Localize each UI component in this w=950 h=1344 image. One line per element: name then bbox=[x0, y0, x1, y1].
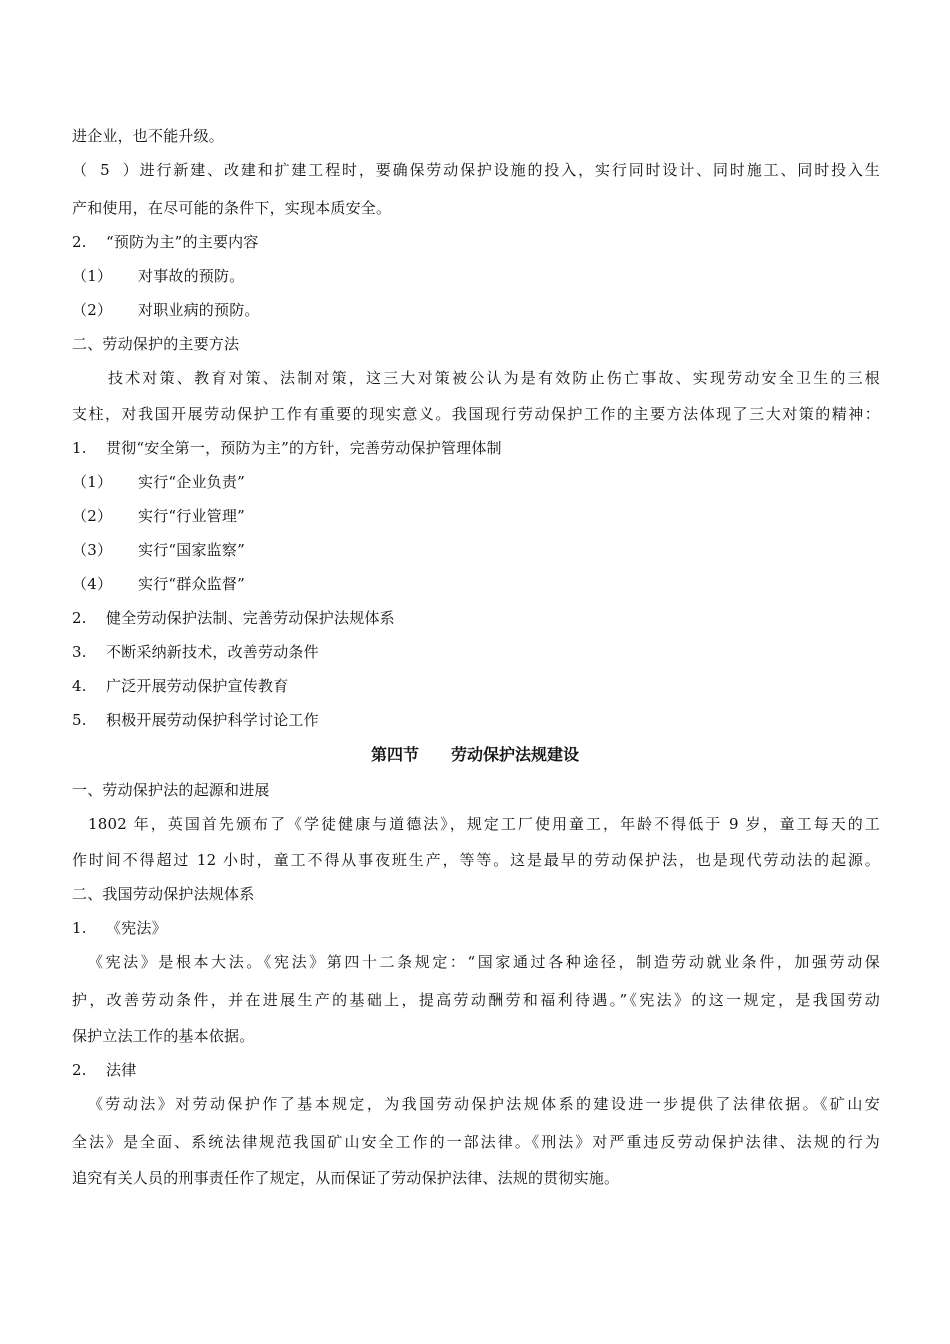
list-item bbox=[72, 710, 880, 730]
list-text: 健全劳动保护法制、完善劳动保护法规体系 bbox=[106, 609, 395, 627]
list-item bbox=[72, 608, 880, 628]
section-heading: 二、我国劳动保护法规体系 bbox=[72, 885, 255, 903]
list-item bbox=[72, 160, 880, 180]
list-number: 4. bbox=[72, 677, 87, 695]
list-item bbox=[72, 1060, 880, 1080]
list-number: 1. bbox=[72, 439, 87, 457]
paragraph-line: 支柱，对我国开展劳动保护工作有重要的现实意义。我国现行劳动保护工作的主要方法体现了三大对策的精神： bbox=[72, 405, 880, 423]
list-item bbox=[72, 232, 880, 252]
paragraph-line: 技术对策、教育对策、法制对策，这三大对策被公认为是有效防止伤亡事故、实现劳动安全卫生的三根 bbox=[108, 369, 880, 387]
list-number: （5） bbox=[72, 161, 138, 179]
list-number: 2. bbox=[72, 233, 87, 251]
list-item bbox=[72, 266, 880, 286]
paragraph-line: 《宪法》是根本大法。《宪法》第四十二条规定：“国家通过各种途径，制造劳动就业条件，加强劳动保 bbox=[88, 953, 880, 971]
list-number: （1） bbox=[72, 473, 113, 491]
list-number: 2. bbox=[72, 1061, 87, 1079]
section-heading: 二、劳动保护的主要方法 bbox=[72, 335, 240, 353]
list-item bbox=[72, 300, 880, 320]
list-item bbox=[72, 918, 880, 938]
paragraph-line: 追究有关人员的刑事责任作了规定，从而保证了劳动保护法律、法规的贯彻实施。 bbox=[72, 1169, 620, 1187]
paragraph-line: 作时间不得超过 12 小时，童工不得从事夜班生产，等等。这是最早的劳动保护法，也是现代劳动法的起源。 bbox=[72, 851, 880, 869]
list-item bbox=[72, 574, 880, 594]
list-text: 对事故的预防。 bbox=[138, 267, 245, 285]
paragraph-line: 护，改善劳动条件，并在进展生产的基础上，提高劳动酬劳和福利待遇。”《宪法》的这一规定，是我国劳动 bbox=[72, 991, 880, 1009]
paragraph-line: 进企业，也不能升级。 bbox=[72, 127, 225, 145]
paragraph-line: 产和使用，在尽可能的条件下，实现本质安全。 bbox=[72, 199, 392, 217]
list-text: 法律 bbox=[106, 1061, 137, 1079]
list-number: 1. bbox=[72, 919, 87, 937]
list-text: 积极开展劳动保护科学讨论工作 bbox=[106, 711, 319, 729]
paragraph-line: 1802 年，英国首先颁布了《学徒健康与道德法》，规定工厂使用童工，年龄不得低于 9 岁，童工每天的工 bbox=[88, 815, 880, 833]
paragraph-line: 《劳动法》对劳动保护作了基本规定，为我国劳动保护法规体系的建设进一步提供了法律依据。《矿山安 bbox=[88, 1095, 880, 1113]
list-text: 广泛开展劳动保护宣传教育 bbox=[106, 677, 289, 695]
section-title: 第四节 劳动保护法规建设 bbox=[370, 745, 579, 764]
list-item bbox=[72, 506, 880, 526]
list-text: 不断采纳新技术，改善劳动条件 bbox=[106, 643, 319, 661]
list-number: 2. bbox=[72, 609, 87, 627]
list-number: （4） bbox=[72, 575, 113, 593]
list-text: 对职业病的预防。 bbox=[138, 301, 260, 319]
list-item bbox=[72, 540, 880, 560]
paragraph-line: 全法》是全面、系统法律规范我国矿山安全工作的一部法律。《刑法》对严重违反劳动保护法律、法规的行为 bbox=[72, 1133, 880, 1151]
list-item bbox=[72, 642, 880, 662]
list-text: “预防为主”的主要内容 bbox=[106, 233, 259, 251]
list-item bbox=[72, 438, 880, 458]
list-number: （3） bbox=[72, 541, 113, 559]
list-number: （2） bbox=[72, 507, 113, 525]
list-text: 实行“行业管理” bbox=[138, 507, 245, 525]
list-number: （1） bbox=[72, 267, 113, 285]
list-number: （2） bbox=[72, 301, 113, 319]
section-heading: 一、劳动保护法的起源和进展 bbox=[72, 781, 270, 799]
list-number: 3. bbox=[72, 643, 87, 661]
list-text: 贯彻“安全第一，预防为主”的方针，完善劳动保护管理体制 bbox=[106, 439, 502, 457]
list-text: 进行新建、改建和扩建工程时，要确保劳动保护设施的投入，实行同时设计、同时施工、同时投入生 bbox=[138, 161, 880, 179]
list-text: 《宪法》 bbox=[106, 919, 167, 937]
paragraph-line: 保护立法工作的基本依据。 bbox=[72, 1027, 255, 1045]
list-item bbox=[72, 676, 880, 696]
list-text: 实行“企业负责” bbox=[138, 473, 245, 491]
list-number: 5. bbox=[72, 711, 87, 729]
list-text: 实行“群众监督” bbox=[138, 575, 245, 593]
list-text: 实行“国家监察” bbox=[138, 541, 245, 559]
list-item bbox=[72, 472, 880, 492]
